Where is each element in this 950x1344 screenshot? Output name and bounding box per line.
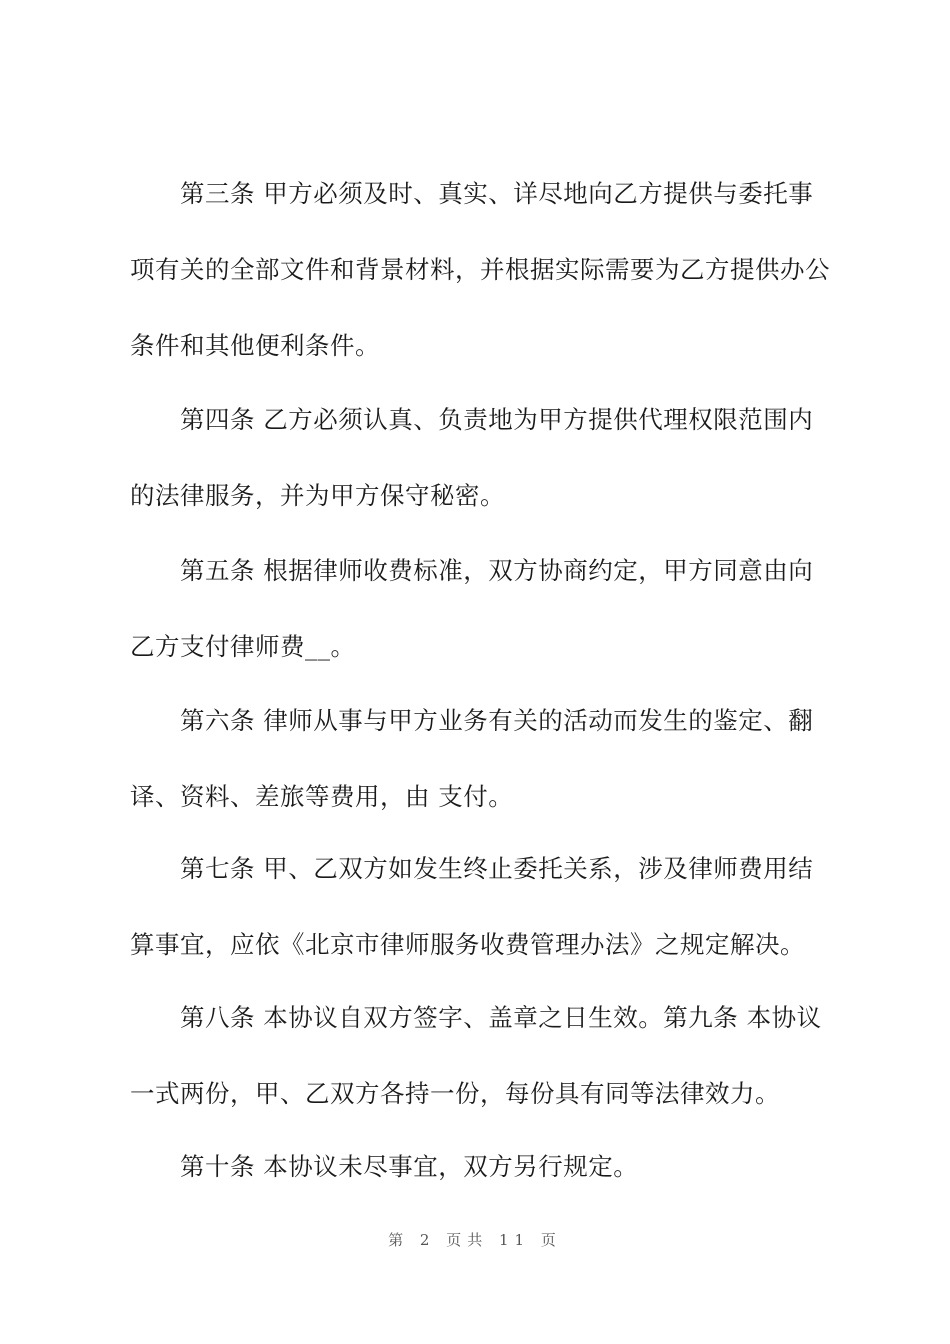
article-6-line-1: 第六条 律师从事与甲方业务有关的活动而发生的鉴定、翻 [180, 706, 814, 735]
article-7 [130, 831, 813, 983]
article-7-line-1: 第七条 甲、乙双方如发生终止委托关系，涉及律师费用结 [180, 854, 814, 883]
article-8-line-2: 一式两份，甲、乙双方各持一份，每份具有同等法律效力。 [130, 1079, 780, 1108]
article-5-line-1: 第五条 根据律师收费标准，双方协商约定，甲方同意由向 [180, 556, 814, 585]
article-4 [130, 382, 813, 534]
article-3 [130, 156, 830, 384]
article-4-line-1: 第四条 乙方必须认真、负责地为甲方提供代理权限范围内 [180, 405, 814, 434]
article-7-line-2: 算事宜，应依《北京市律师服务收费管理办法》之规定解决。 [130, 930, 805, 959]
article-3-line-3: 条件和其他便利条件。 [130, 331, 380, 360]
article-4-line-2: 的法律服务，并为甲方保守秘密。 [130, 481, 505, 510]
article-5-line-2: 乙方支付律师费__。 [130, 632, 356, 661]
article-8-line-1: 第八条 本协议自双方签字、盖章之日生效。第九条 本协议 [180, 1003, 822, 1032]
article-3-line-1: 第三条 甲方必须及时、真实、详尽地向乙方提供与委托事 [180, 179, 814, 208]
article-10-line-1: 第十条 本协议未尽事宜，双方另行规定。 [180, 1152, 639, 1181]
article-8 [130, 980, 822, 1132]
article-5 [130, 533, 813, 685]
article-10 [130, 1129, 638, 1205]
article-3-line-2: 项有关的全部文件和背景材料，并根据实际需要为乙方提供办公 [130, 255, 830, 284]
article-6-line-2: 译、资料、差旅等费用，由 支付。 [130, 782, 514, 811]
page-number-footer: 第 2 页共 11 页 [388, 1231, 562, 1249]
article-6 [130, 683, 813, 835]
